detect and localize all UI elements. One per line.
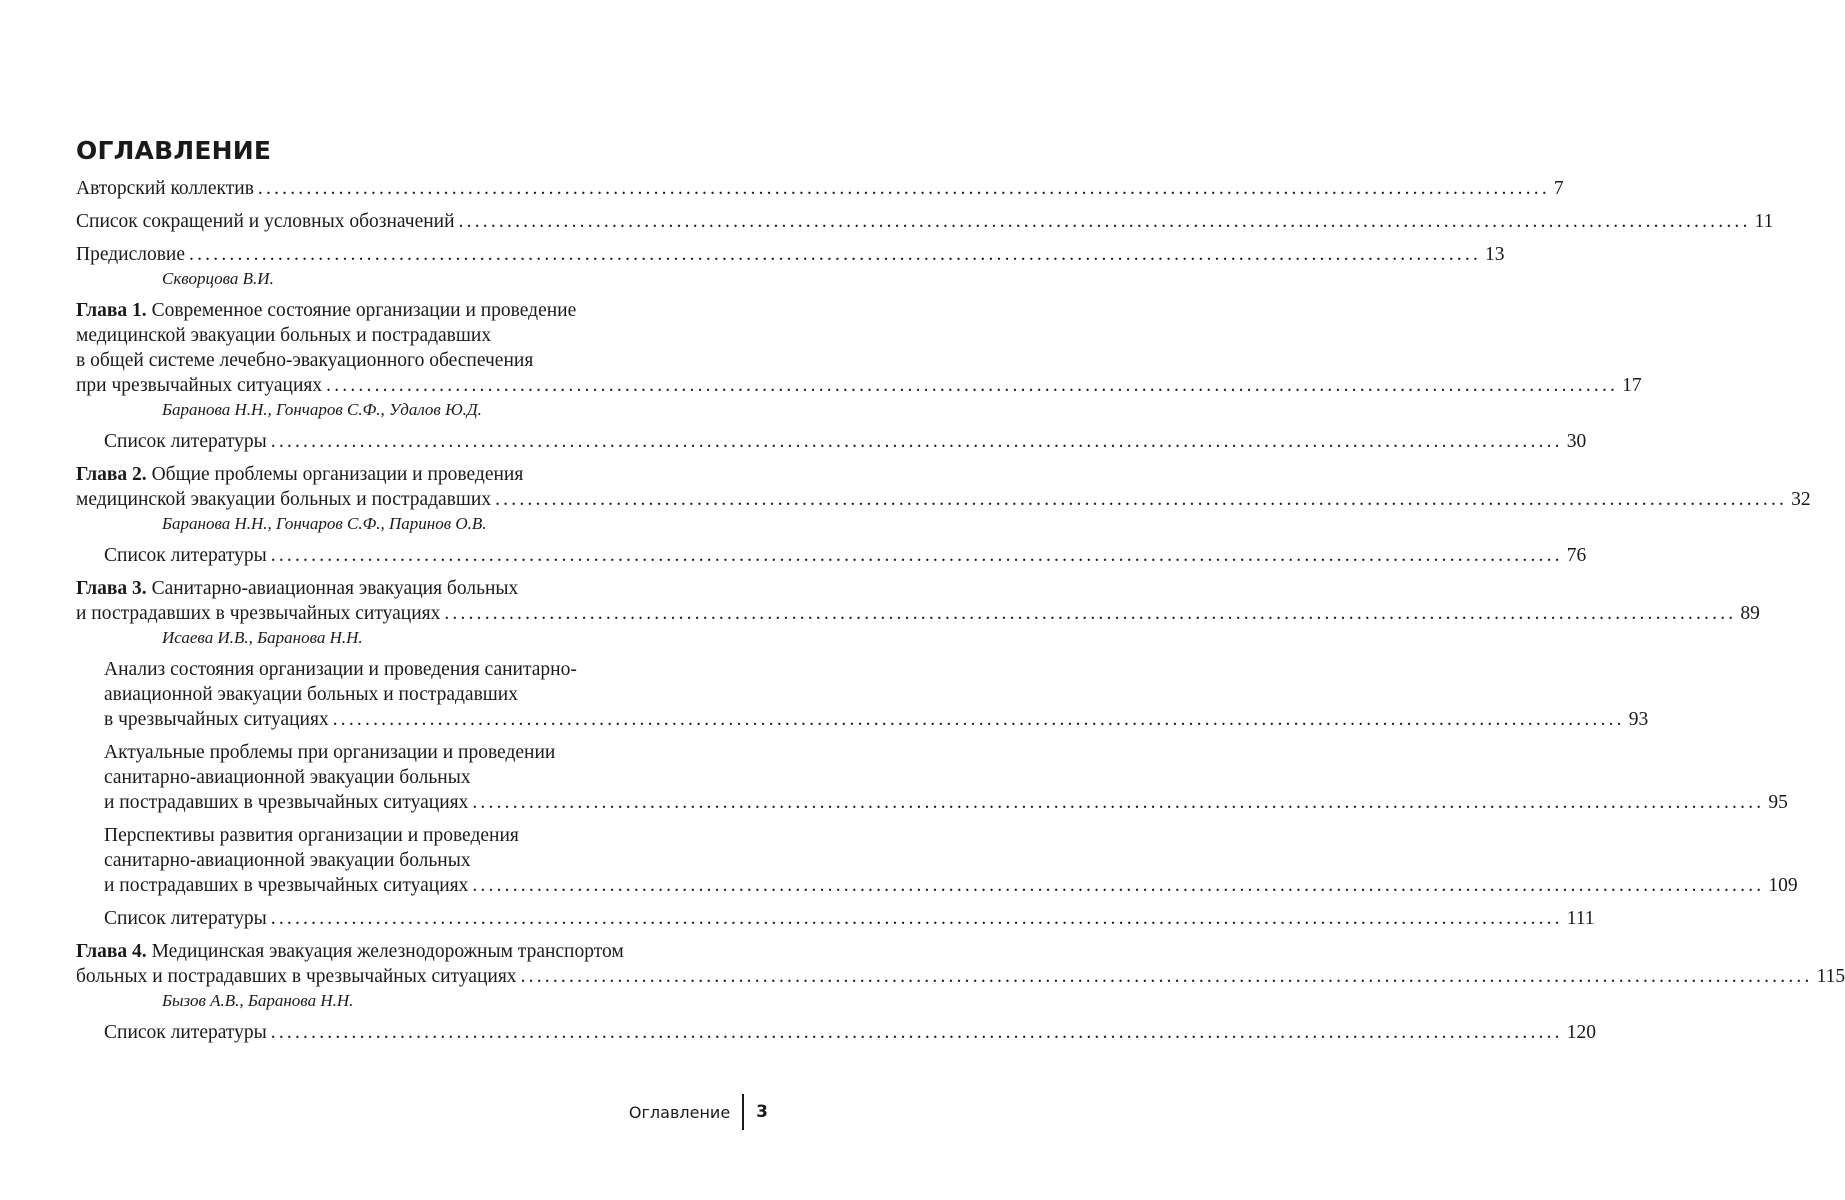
page-number: 95 [1768,792,1788,813]
entry-title-line: Медицинская эвакуация железнодорожным транспортом [151,941,624,962]
toc-entry-authors-team[interactable] [76,176,1564,201]
entry-authors: Исаева И.В., Баранова Н.Н. [162,628,363,647]
entry-title-line: и пострадавших в чрезвычайных ситуациях [104,792,469,813]
dot-leader: ................................................................................................................................................................ [270,545,1563,566]
toc-entry-chapter-3-references[interactable] [104,906,1595,931]
entry-title-line: медицинской эвакуации больных и пострадавших [76,325,492,346]
dot-leader: ................................................................................................................................................................ [326,375,1619,396]
toc-entry-chapter-3-section-2[interactable] [104,740,1788,815]
page-number: 30 [1566,431,1587,452]
toc-entry-chapter-2[interactable] [76,462,1811,535]
dot-leader: ................................................................................................................................................................ [270,908,1563,929]
entry-title-line: и пострадавших в чрезвычайных ситуациях [76,603,441,624]
table-of-contents [76,176,1845,1045]
entry-authors: Баранова Н.Н., Гончаров С.Ф., Удалов Ю.Д. [162,400,482,419]
page-number: 111 [1566,908,1595,929]
dot-leader: ................................................................................................................................................................ [472,792,1765,813]
toc-entry-chapter-4[interactable] [76,939,1845,1012]
entry-title: Предисловие [76,244,186,265]
dot-leader: ................................................................................................................................................................ [495,489,1788,510]
entry-title-line: Санитарно-авиационная эвакуация больных [151,578,519,599]
footer-page-number: 3 [756,1102,768,1122]
page-heading: ОГЛАВЛЕНИЕ [76,136,272,165]
toc-entry-chapter-1-references[interactable] [104,429,1587,454]
page-number: 109 [1768,875,1798,896]
toc-entry-chapter-4-references[interactable] [104,1020,1596,1045]
page-number: 120 [1566,1022,1596,1043]
toc-entry-preface[interactable] [76,242,1505,290]
entry-title-line: Современное состояние организации и проведение [151,300,577,321]
dot-leader: ................................................................................................................................................................ [472,875,1765,896]
toc-entry-abbreviations[interactable] [76,209,1774,234]
page-number: 17 [1622,375,1642,396]
chapter-label: Глава 3. [76,578,147,599]
page-number: 7 [1553,178,1564,199]
entry-authors: Бызов А.В., Баранова Н.Н. [162,991,354,1010]
chapter-label: Глава 2. [76,464,147,485]
entry-title-line: Анализ состояния организации и проведения санитарно- [104,659,577,680]
dot-leader: ................................................................................................................................................................ [444,603,1737,624]
running-footer [629,1094,768,1130]
toc-entry-chapter-3-section-3[interactable] [104,823,1798,898]
footer-section-title: Оглавление [628,1102,731,1122]
entry-title-line: при чрезвычайных ситуациях [76,375,323,396]
entry-title-line: Общие проблемы организации и проведения [151,464,524,485]
toc-entry-chapter-1[interactable] [76,298,1642,421]
entry-title: Авторский коллектив [76,178,254,199]
dot-leader: ................................................................................................................................................................ [520,966,1813,987]
entry-title-line: больных и пострадавших в чрезвычайных ситуациях [76,966,517,987]
entry-title-line: медицинской эвакуации больных и пострадавших [76,489,492,510]
entry-title-line: Актуальные проблемы при организации и проведении [104,742,556,763]
page-number: 11 [1754,211,1774,232]
entry-title: Список литературы [104,908,267,929]
chapter-label: Глава 4. [76,941,147,962]
dot-leader: ................................................................................................................................................................ [332,709,1625,730]
entry-title: Список литературы [104,1022,267,1043]
toc-entry-chapter-3-section-1[interactable] [104,657,1649,732]
entry-title-line: санитарно-авиационной эвакуации больных [104,767,471,788]
dot-leader: ................................................................................................................................................................ [270,1022,1563,1043]
entry-title-line: в чрезвычайных ситуациях [104,709,329,730]
entry-title: Список сокращений и условных обозначений [76,211,455,232]
dot-leader: ................................................................................................................................................................ [189,244,1482,265]
entry-authors: Баранова Н.Н., Гончаров С.Ф., Паринов О.В. [162,514,487,533]
page-number: 76 [1566,545,1587,566]
dot-leader: ................................................................................................................................................................ [257,178,1550,199]
entry-title-line: санитарно-авиационной эвакуации больных [104,850,471,871]
entry-title-line: в общей системе лечебно-эвакуационного обеспечения [76,350,534,371]
toc-entry-chapter-3[interactable] [76,576,1760,649]
dot-leader: ................................................................................................................................................................ [458,211,1751,232]
entry-title-line: авиационной эвакуации больных и пострадавших [104,684,518,705]
entry-title-line: Перспективы развития организации и проведения [104,825,519,846]
page-number: 89 [1740,603,1760,624]
page-number: 115 [1816,966,1845,987]
page-number: 93 [1628,709,1649,730]
chapter-label: Глава 1. [76,300,147,321]
page-number: 32 [1791,489,1811,510]
dot-leader: ................................................................................................................................................................ [270,431,1563,452]
page-number: 13 [1485,244,1505,265]
toc-entry-chapter-2-references[interactable] [104,543,1587,568]
entry-title: Список литературы [104,545,267,566]
entry-title-line: и пострадавших в чрезвычайных ситуациях [104,875,469,896]
entry-title: Список литературы [104,431,267,452]
entry-authors: Скворцова В.И. [162,269,274,288]
